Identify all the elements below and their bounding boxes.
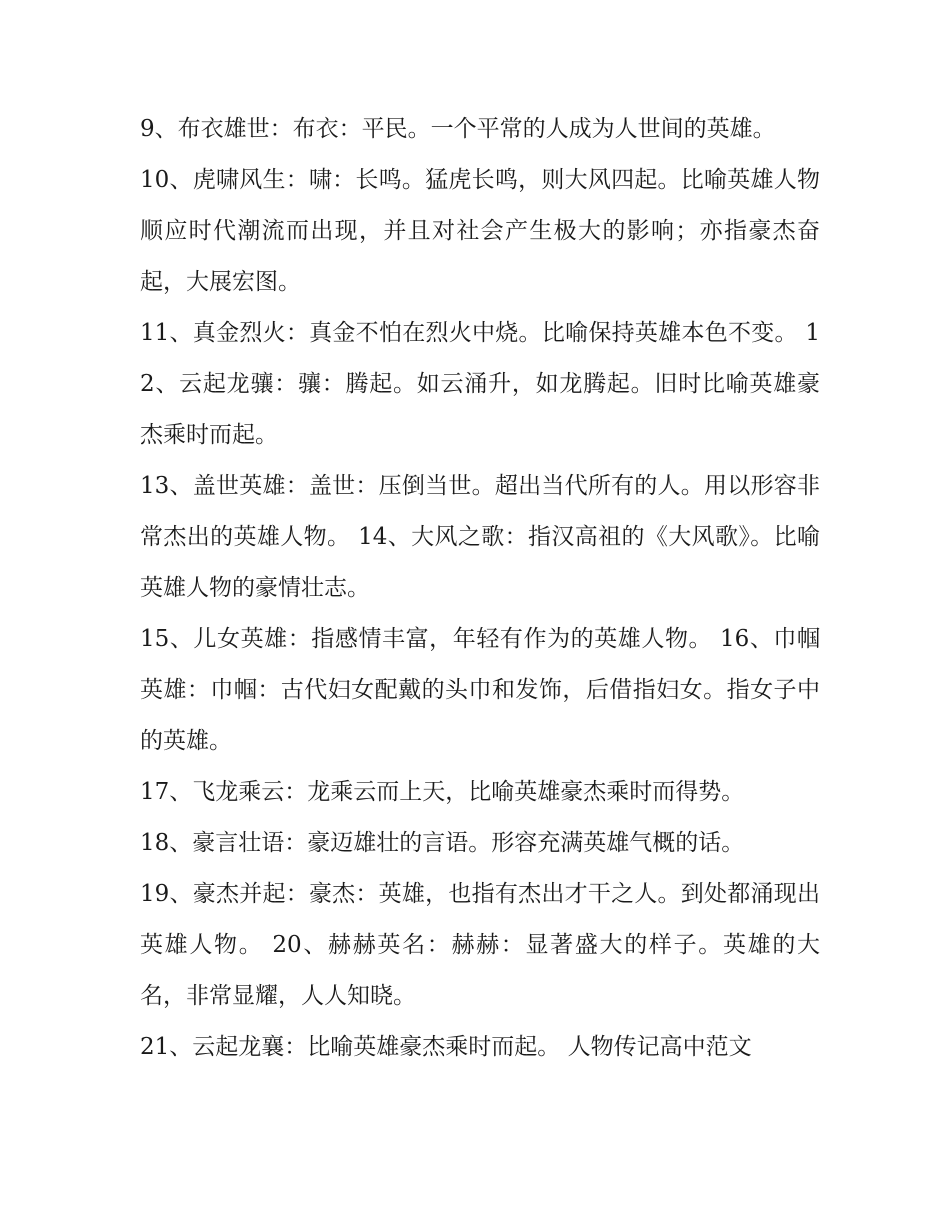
paragraph-text: 13、盖世英雄：盖世：压倒当世。超出当代所有的人。用以形容非常杰出的英雄人物。 14、大风之歌：指汉高祖的《大风歌》。比喻英雄人物的豪情壮志。 <box>140 473 820 601</box>
paragraph-idiom-21 <box>140 1022 820 1073</box>
paragraph-text: 15、儿女英雄：指感情丰富，年轻有作为的英雄人物。 16、巾帼英雄：巾帼：古代妇女配戴的头巾和发饰，后借指妇女。指女子中的英雄。 <box>140 626 820 754</box>
paragraph-idiom-15-16 <box>140 614 820 767</box>
paragraph-text: 21、云起龙襄：比喻英雄豪杰乘时而起。 人物传记高中范文 <box>140 1034 752 1060</box>
paragraph-idiom-19-20 <box>140 869 820 1022</box>
paragraph-text: 10、虎啸风生：啸：长鸣。猛虎长鸣，则大风四起。比喻英雄人物顺应时代潮流而出现，并且对社会产生极大的影响；亦指豪杰奋起，大展宏图。 <box>140 167 820 295</box>
paragraph-text: 18、豪言壮语：豪迈雄壮的言语。形容充满英雄气概的话。 <box>140 830 745 856</box>
paragraph-idiom-9 <box>140 104 820 155</box>
paragraph-idiom-11-12 <box>140 308 820 461</box>
paragraph-text: 19、豪杰并起：豪杰：英雄，也指有杰出才干之人。到处都涌现出英雄人物。 20、赫赫英名：赫赫：显著盛大的样子。英雄的大名，非常显耀，人人知晓。 <box>140 881 820 1009</box>
document-body <box>140 104 820 1073</box>
paragraph-idiom-13-14 <box>140 461 820 614</box>
paragraph-text: 9、布衣雄世：布衣：平民。一个平常的人成为人世间的英雄。 <box>140 116 776 142</box>
paragraph-idiom-10 <box>140 155 820 308</box>
paragraph-text: 11、真金烈火：真金不怕在烈火中烧。比喻保持英雄本色不变。 12、云起龙骧：骧：腾起。如云涌升，如龙腾起。旧时比喻英雄豪杰乘时而起。 <box>140 320 820 448</box>
paragraph-text: 17、飞龙乘云：龙乘云而上天，比喻英雄豪杰乘时而得势。 <box>140 779 745 805</box>
paragraph-idiom-17 <box>140 767 820 818</box>
paragraph-idiom-18 <box>140 818 820 869</box>
